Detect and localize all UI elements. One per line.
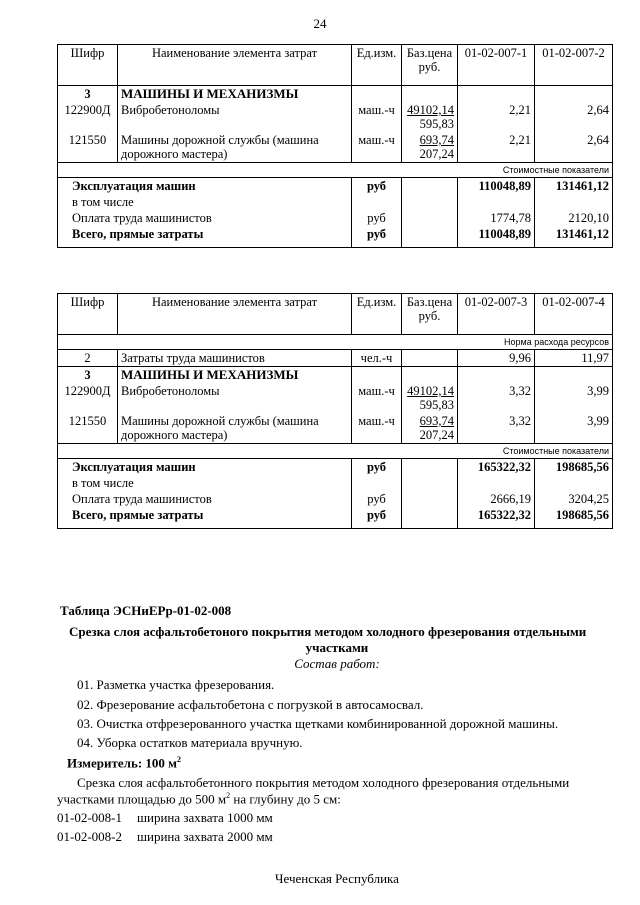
- table-row: 121550 Машины дорожной службы (машина дорожного мастера) маш.-ч 693,74 207,24 3,32 3,99: [58, 413, 613, 444]
- table-row: 122900Д Вибробетоноломы маш.-ч 49102,14 595,83 3,32 3,99: [58, 383, 613, 413]
- item-row: 01-02-008-2 ширина захвата 2000 мм: [57, 829, 273, 844]
- table-row: 122900Д Вибробетоноломы маш.-ч 49102,14 595,83 2,21 2,64: [58, 102, 613, 132]
- section-title-line-2: участками: [305, 640, 369, 655]
- header-col1: 01-02-007-3: [458, 294, 535, 335]
- summary-row: Эксплуатация машин руб 110048,89 131461,12: [58, 178, 613, 195]
- header-price: Баз.цена руб.: [402, 294, 458, 335]
- table-row: 121550 Машины дорожной службы (машина дорожного мастера) маш.-ч 693,74 207,24 2,21 2,64: [58, 132, 613, 163]
- header-col2: 01-02-007-4: [535, 294, 613, 335]
- work-item: 03. Очистка отфрезерованного участка щетками комбинированной дорожной машины.: [77, 716, 559, 731]
- header-col1: 01-02-007-1: [458, 45, 535, 86]
- band-row: Стоимостные показатели: [58, 163, 613, 178]
- summary-row: Всего, прямые затраты руб 165322,32 198685,56: [58, 507, 613, 529]
- description-line-1: Срезка слоя асфальтобетонного покрытия методом холодного фрезерования отдельными: [77, 775, 570, 790]
- summary-row: Оплата труда машинистов руб 2666,19 3204,25: [58, 491, 613, 507]
- header-code: Шифр: [58, 45, 118, 86]
- description-line-2: участками площадью до 500 $м^2$ на глубину до 5 см:: [57, 791, 341, 807]
- band-row: Стоимостные показатели: [58, 444, 613, 459]
- section-row: 3 МАШИНЫ И МЕХАНИЗМЫ: [58, 367, 613, 384]
- table-label: Таблица ЭСНиЕРр-01-02-008: [60, 603, 232, 618]
- footer-region: Чеченская Республика: [275, 871, 399, 886]
- section-text: [57, 0, 617, 905]
- page-number: 24: [313, 16, 327, 31]
- header-unit: Ед.изм.: [352, 45, 402, 86]
- summary-row: Всего, прямые затраты руб 110048,89 131461,12: [58, 226, 613, 248]
- work-item: 04. Уборка остатков материала вручную.: [77, 735, 303, 750]
- item-row: 01-02-008-1 ширина захвата 1000 мм: [57, 810, 273, 825]
- summary-row: Оплата труда машинистов руб 1774,78 2120,10: [58, 210, 613, 226]
- work-item: 02. Фрезерование асфальтобетона с погрузкой в автосамосвал.: [77, 697, 424, 712]
- work-item: 01. Разметка участка фрезерования.: [77, 677, 275, 692]
- summary-row: Эксплуатация машин руб 165322,32 198685,56: [58, 459, 613, 476]
- header-name: Наименование элемента затрат: [118, 45, 352, 86]
- meter-label: Измеритель: 100 $м^2$: [67, 755, 182, 771]
- table-row: 2 Затраты труда машинистов чел.-ч 9,96 11,97: [58, 350, 613, 367]
- header-name: Наименование элемента затрат: [118, 294, 352, 335]
- header-col2: 01-02-007-2: [535, 45, 613, 86]
- section-title-line-1: Срезка слоя асфальтобетоного покрытия методом холодного фрезерования отдельными: [69, 624, 587, 639]
- header-code: Шифр: [58, 294, 118, 335]
- summary-row: в том числе: [58, 194, 613, 210]
- header-price: Баз.цена руб.: [402, 45, 458, 86]
- section-row: 3 МАШИНЫ И МЕХАНИЗМЫ: [58, 86, 613, 103]
- summary-row: в том числе: [58, 475, 613, 491]
- header-unit: Ед.изм.: [352, 294, 402, 335]
- band-row: Норма расхода ресурсов: [58, 335, 613, 350]
- works-heading: Состав работ:: [294, 656, 380, 671]
